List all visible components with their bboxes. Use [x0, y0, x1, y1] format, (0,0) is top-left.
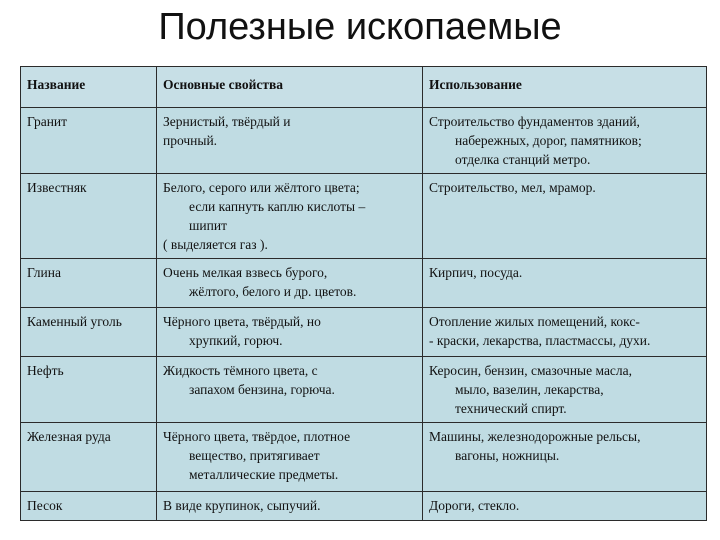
table-row [21, 174, 707, 259]
table-row [21, 357, 707, 423]
usage-line: Керосин, бензин, смазочные масла, [429, 363, 633, 378]
cell-usage [423, 108, 707, 174]
cell-usage [423, 492, 707, 521]
usage-line: Машины, железнодорожные рельсы, [429, 429, 641, 444]
cell-usage [423, 259, 707, 308]
cell-usage [423, 174, 707, 259]
table-row [21, 492, 707, 521]
header-name: Название [21, 67, 157, 108]
properties-line: Очень мелкая взвесь бурого, [163, 265, 328, 280]
properties-line: прочный. [163, 133, 218, 148]
properties-line: ( выделяется газ ). [163, 237, 268, 252]
properties-line: Чёрного цвета, твёрдый, но [163, 314, 321, 329]
properties-line: если капнуть каплю кислоты – [189, 199, 366, 214]
cell-usage [423, 308, 707, 357]
properties-line: вещество, притягивает [189, 448, 320, 463]
usage-line: отделка станций метро. [455, 152, 591, 167]
cell-properties [157, 357, 423, 423]
usage-line: Кирпич, посуда. [429, 265, 523, 280]
minerals-table [20, 66, 707, 521]
usage-line: Отопление жилых помещений, кокс- [429, 314, 640, 329]
cell-name: Гранит [21, 108, 157, 174]
cell-properties [157, 423, 423, 492]
cell-properties [157, 108, 423, 174]
usage-line: Строительство, мел, мрамор. [429, 180, 596, 195]
table-header-row [21, 67, 707, 108]
properties-line: хрупкий, горюч. [189, 333, 283, 348]
properties-line: Белого, серого или жёлтого цвета; [163, 180, 360, 195]
cell-properties [157, 308, 423, 357]
usage-line: набережных, дорог, памятников; [455, 133, 642, 148]
properties-line: металлические предметы. [189, 467, 339, 482]
properties-line: Чёрного цвета, твёрдое, плотное [163, 429, 351, 444]
usage-line: - краски, лекарства, пластмассы, духи. [429, 333, 651, 348]
cell-name: Глина [21, 259, 157, 308]
cell-name: Каменный уголь [21, 308, 157, 357]
usage-line: мыло, вазелин, лекарства, [455, 382, 604, 397]
cell-name: Песок [21, 492, 157, 521]
header-properties: Основные свойства [157, 67, 423, 108]
table-row [21, 308, 707, 357]
cell-properties [157, 259, 423, 308]
table-row [21, 423, 707, 492]
cell-name: Железная руда [21, 423, 157, 492]
usage-line: Строительство фундаментов зданий, [429, 114, 640, 129]
properties-line: жёлтого, белого и др. цветов. [189, 284, 357, 299]
table-row [21, 108, 707, 174]
cell-properties [157, 174, 423, 259]
cell-usage [423, 423, 707, 492]
properties-line: В виде крупинок, сыпучий. [163, 498, 321, 513]
table-row [21, 259, 707, 308]
properties-line: запахом бензина, горюча. [189, 382, 335, 397]
properties-line: шипит [189, 218, 227, 233]
cell-properties [157, 492, 423, 521]
cell-usage [423, 357, 707, 423]
properties-line: Зернистый, твёрдый и [163, 114, 291, 129]
cell-name: Нефть [21, 357, 157, 423]
usage-line: технический спирт. [455, 401, 567, 416]
page-title: Полезные ископаемые [158, 6, 562, 48]
usage-line: вагоны, ножницы. [455, 448, 560, 463]
cell-name: Известняк [21, 174, 157, 259]
properties-line: Жидкость тёмного цвета, с [163, 363, 318, 378]
header-usage: Использование [423, 67, 707, 108]
usage-line: Дороги, стекло. [429, 498, 520, 513]
